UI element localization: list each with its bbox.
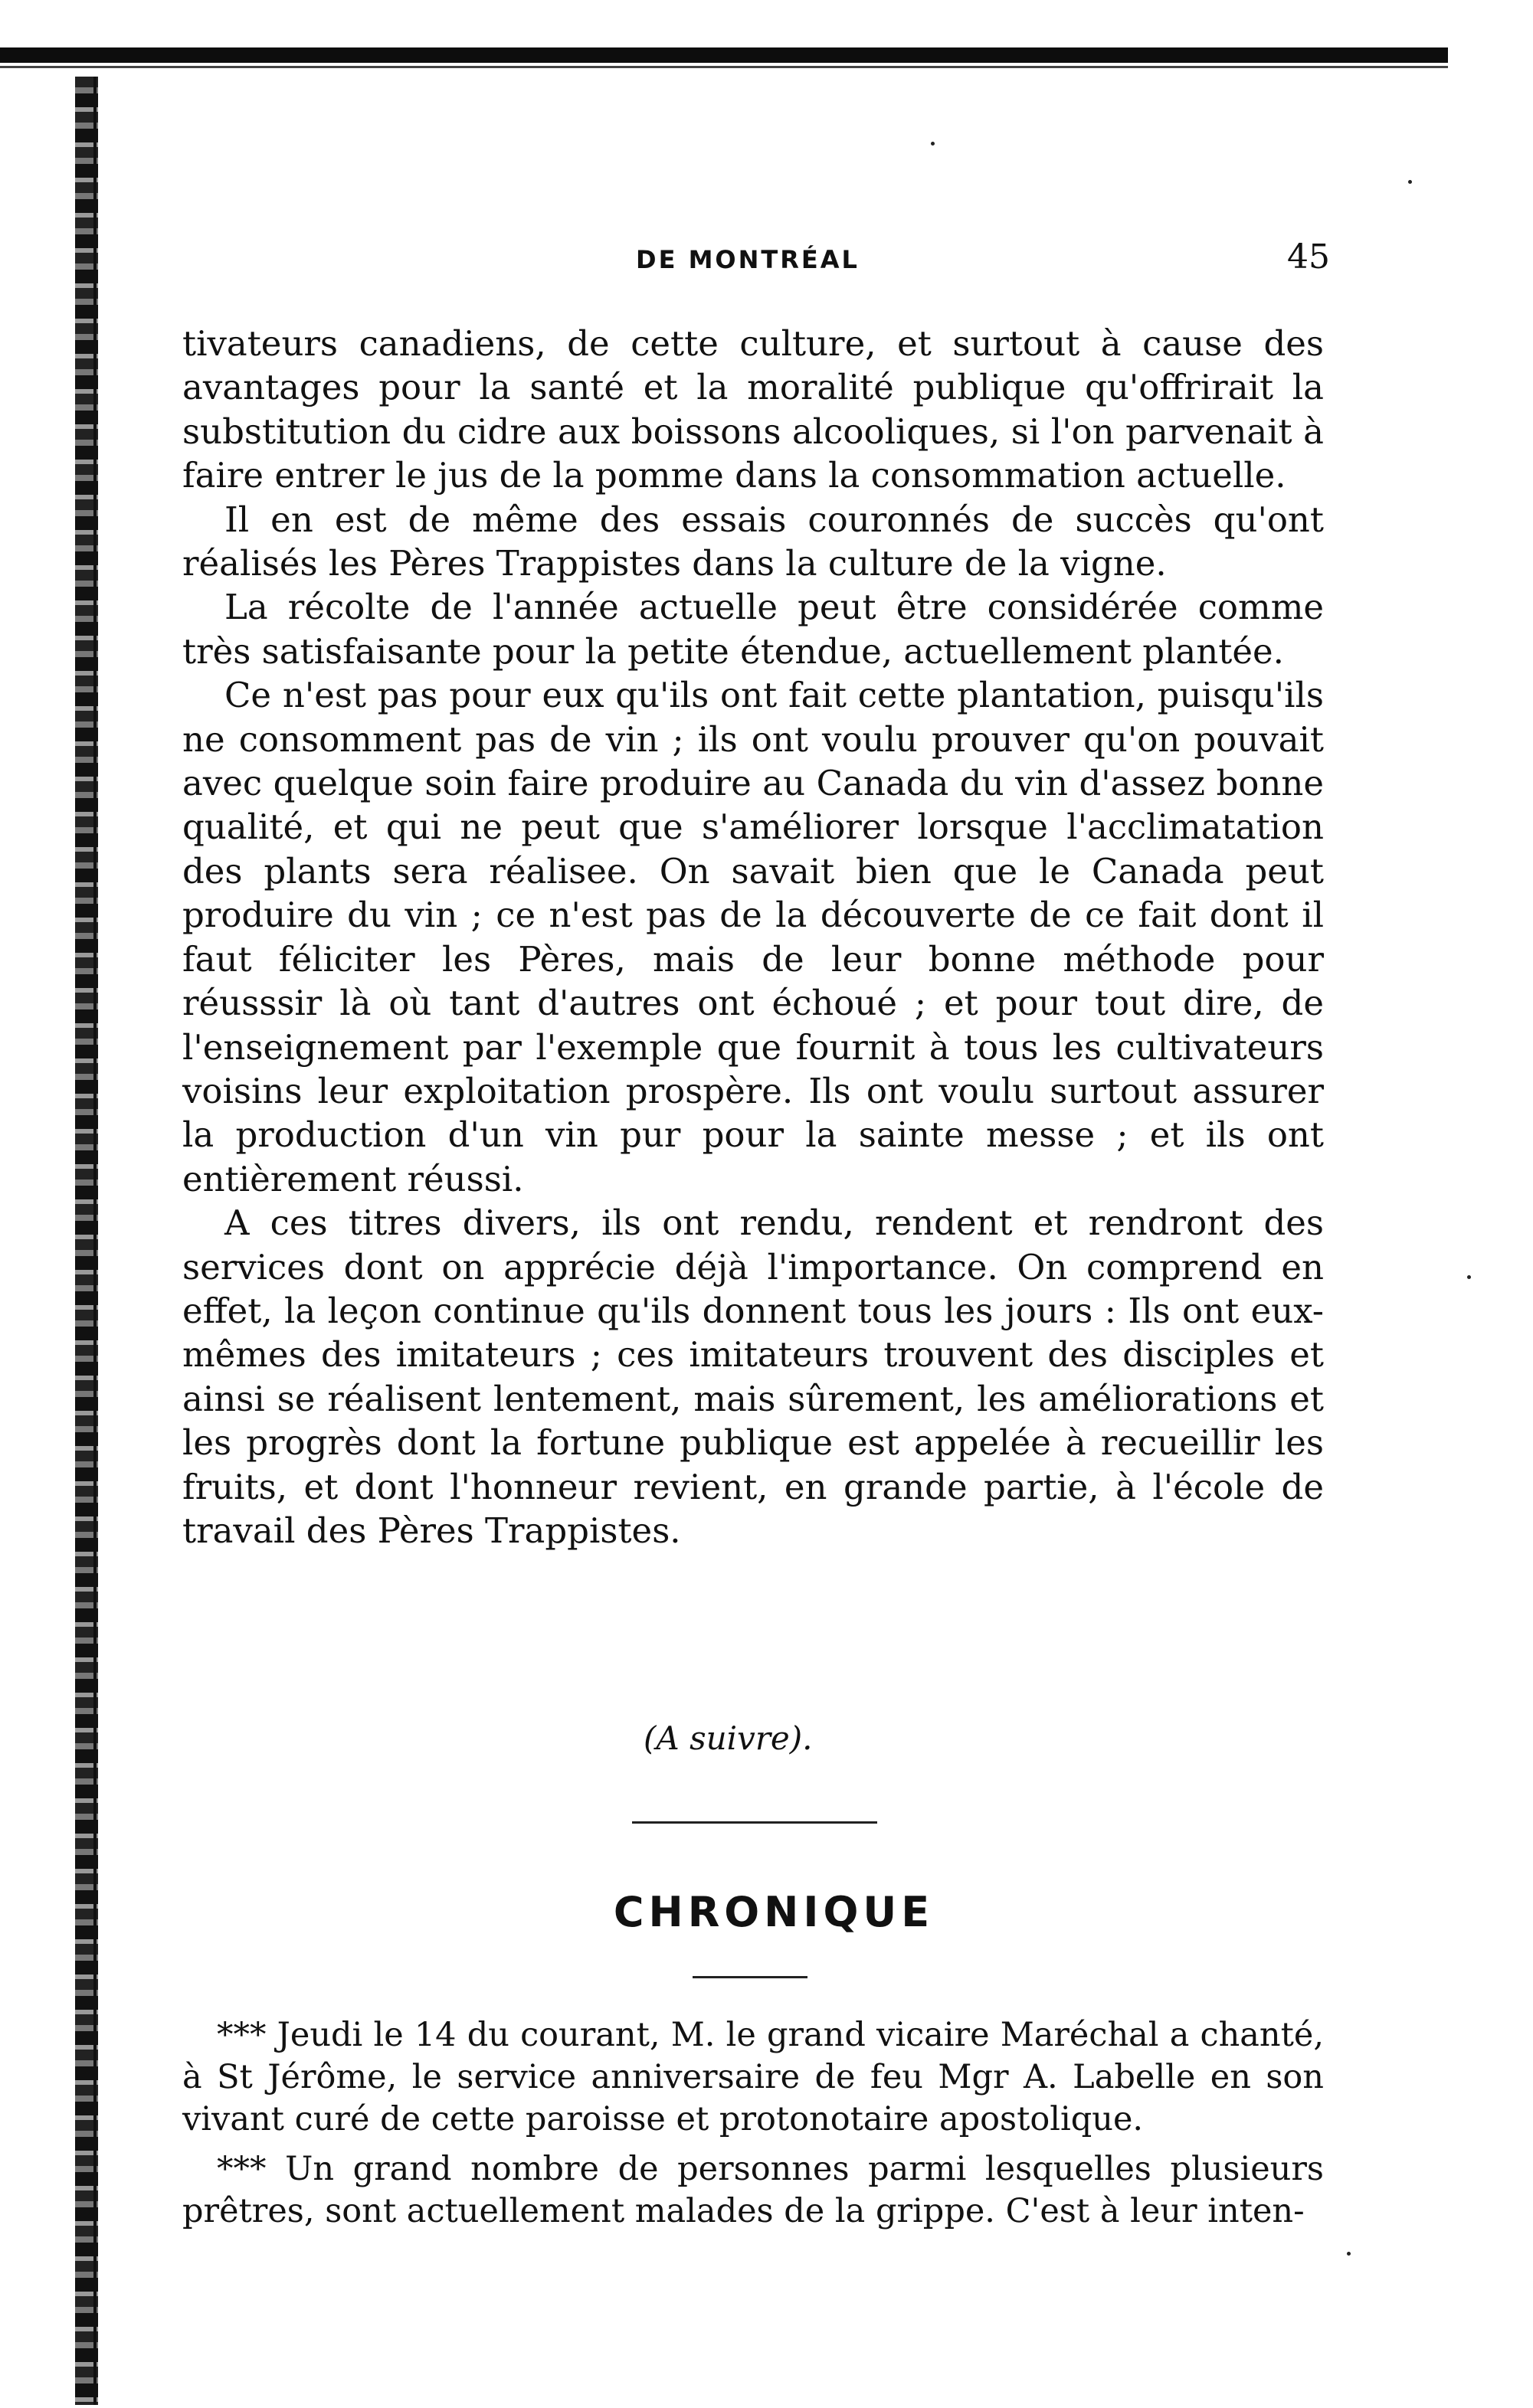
paragraph: A ces titres divers, ils ont rendu, rendent et rendront des services dont on apprécie déjà l'importance. On comprend en effet, la leçon continue qu'ils donnent tous les jours : Ils ont eux-mêmes des imitateurs ; ces imitateurs trouvent des disciples et ainsi se réalisent lentement, mais sûrement, les améliorations et les progrès dont la fortune publique est appelée à recueillir les fruits, et dont l'honneur revient, en grande partie, à l'école de travail des Pères Trappistes. [182, 1202, 1324, 1551]
binding-edge-line [93, 77, 97, 2405]
continuation-note: (A suivre). [644, 1719, 813, 1757]
paragraph: Il en est de même des essais couronnés de succès qu'ont réalisés les Pères Trappistes dans la culture de la vigne. [182, 499, 1324, 584]
section-divider [632, 1821, 877, 1824]
print-speck [1467, 1275, 1471, 1279]
top-border-rule [0, 47, 1448, 63]
chronique-body [182, 2014, 1324, 2240]
article-body [182, 322, 1324, 1552]
chronique-item: *** Un grand nombre de personnes parmi lesquelles plusieurs prêtres, sont actuellement malades de la grippe. C'est à leur inten- [182, 2150, 1324, 2230]
print-speck [931, 142, 935, 146]
chronique-item: *** Jeudi le 14 du courant, M. le grand vicaire Maréchal a chanté, à St Jérôme, le service anniversaire de feu Mgr A. Labelle en son vivant curé de cette paroisse et protonotaire apostolique. [182, 2016, 1324, 2138]
section-title: CHRONIQUE [613, 1888, 935, 1936]
title-underline [693, 1976, 807, 1978]
paragraph: Ce n'est pas pour eux qu'ils ont fait cette plantation, puisqu'ils ne consomment pas de vin ; ils ont voulu prouver qu'on pouvait avec quelque soin faire produire au Canada du vin d'assez bonne qualité, et qui ne peut que s'améliorer lorsque l'acclimatation des plants sera réalisee. On savait bien que le Canada peut produire du vin ; ce n'est pas de la découverte de ce fait dont il faut féliciter les Pères, mais de leur bonne méthode pour réusssir là où tant d'autres ont échoué ; et pour tout dire, de l'enseignement par l'exemple que fournit à tous les cultivateurs voisins leur exploitation prospère. Ils ont voulu surtout assurer la production d'un vin pur pour la sainte messe ; et ils ont entièrement réussi. [182, 675, 1324, 1199]
paragraph: La récolte de l'année actuelle peut être considérée comme très satisfaisante pour la petite étendue, actuellement plantée. [182, 587, 1324, 672]
print-speck [1408, 180, 1412, 184]
print-speck [1347, 2252, 1351, 2256]
paragraph: tivateurs canadiens, de cette culture, et surtout à cause des avantages pour la santé et la moralité publique qu'offrirait la substitution du cidre aux boissons alcooliques, si l'on parvenait à faire entrer le jus de la pomme dans la consommation actuelle. [182, 323, 1324, 496]
page-number: 45 [1287, 237, 1330, 276]
top-border-thin-rule [0, 66, 1448, 68]
running-header: DE MONTRÉAL [636, 245, 860, 274]
